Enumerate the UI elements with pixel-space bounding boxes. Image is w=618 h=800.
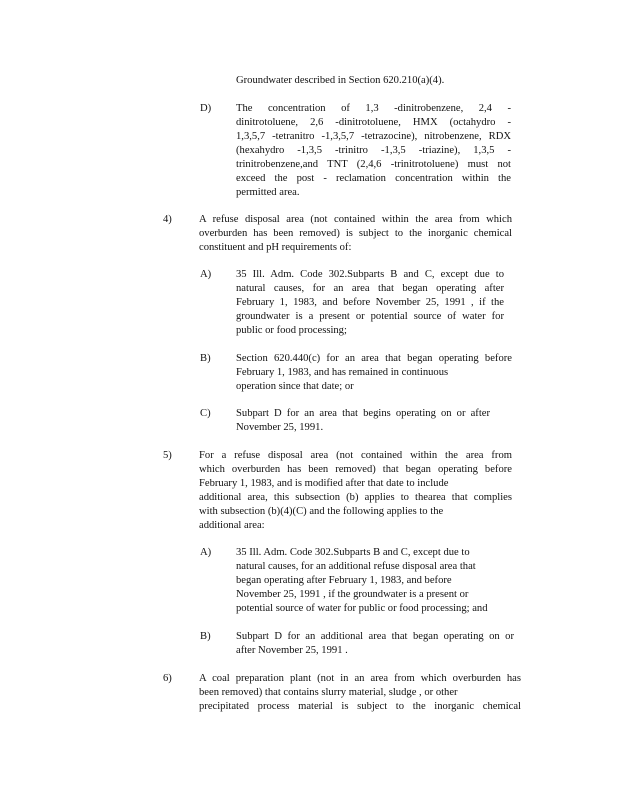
text-line: (hexahydro -1,3,5 -trinitro -1,3,5 -triazine), 1,3,5 -: [236, 145, 511, 156]
text-line: 1,3,5,7 -tetranitro -1,3,5,7 -tetrazocine), nitrobenzene, RDX: [236, 131, 511, 142]
text-line: groundwater is a present or potential source of water for: [236, 311, 504, 322]
text-line: precipitated process material is subject to the inorganic chemical: [199, 701, 521, 712]
item-label-4c: C): [200, 408, 211, 419]
item-d-text: [236, 102, 511, 200]
text-line: November 25, 1991.: [236, 422, 324, 433]
text-line: natural causes, for an area that began operating after: [236, 283, 504, 294]
item-5b-text: [236, 630, 514, 658]
text-line: The concentration of 1,3 -dinitrobenzene, 2,4 -: [236, 103, 511, 114]
item-4c-text: [236, 407, 490, 435]
text-line: public or food processing;: [236, 325, 347, 336]
item-6-text: [199, 672, 521, 714]
item-5a-text: [236, 546, 520, 616]
item-label-4a: A): [200, 269, 212, 280]
item-label-d: D): [200, 103, 212, 114]
text-line: November 25, 1991 , if the groundwater is a present or: [236, 589, 469, 600]
item-label-5b: B): [200, 631, 211, 642]
text-line: 35 Ill. Adm. Code 302.Subparts B and C, except due to: [236, 547, 470, 558]
text-line: constituent and pH requirements of:: [199, 242, 352, 253]
text-line: February 1, 1983, and is modified after that date to include: [199, 478, 449, 489]
text-line: additional area:: [199, 520, 265, 531]
item-label-4: 4): [163, 214, 172, 225]
item-4-text: [199, 213, 512, 255]
text-line: overburden has been removed) is subject to the inorganic chemical: [199, 228, 512, 239]
text-line: operation since that date; or: [236, 381, 354, 392]
text-line: Subpart D for an area that begins operating on or after: [236, 408, 490, 419]
text-line: For a refuse disposal area (not contained within the area from: [199, 450, 512, 461]
text-line: after November 25, 1991 .: [236, 645, 348, 656]
text-line: A coal preparation plant (not in an area from which overburden has: [199, 673, 521, 684]
continuation-line: [236, 74, 444, 88]
item-5-text: [199, 449, 512, 533]
text-line: potential source of water for public or food processing; and: [236, 603, 488, 614]
text-line: February 1, 1983, and before November 25, 1991 , if the: [236, 297, 504, 308]
text-line: Section 620.440(c) for an area that began operating before: [236, 353, 512, 364]
item-label-4b: B): [200, 353, 211, 364]
text-line: began operating after February 1, 1983, and before: [236, 575, 452, 586]
text-line: which overburden has been removed) that began operating before: [199, 464, 512, 475]
text-line: additional area, this subsection (b) applies to thearea that complies: [199, 492, 512, 503]
text-line: A refuse disposal area (not contained within the area from which: [199, 214, 512, 225]
text-line: been removed) that contains slurry material, sludge , or other: [199, 687, 458, 698]
text-line: permitted area.: [236, 187, 300, 198]
text-line: Subpart D for an additional area that began operating on or: [236, 631, 514, 642]
text-line: February 1, 1983, and has remained in continuous: [236, 367, 449, 378]
item-label-5a: A): [200, 547, 212, 558]
item-4a-text: [236, 268, 504, 338]
text-line: exceed the post - reclamation concentration within the: [236, 173, 511, 184]
item-label-5: 5): [163, 450, 172, 461]
text-line: natural causes, for an additional refuse disposal area that: [236, 561, 476, 572]
item-4b-text: [236, 352, 512, 394]
text-line: Groundwater described in Section 620.210(a)(4).: [236, 75, 445, 86]
text-line: with subsection (b)(4)(C) and the following applies to the: [199, 506, 444, 517]
text-line: 35 Ill. Adm. Code 302.Subparts B and C, except due to: [236, 269, 504, 280]
text-line: dinitrotoluene, 2,6 -dinitrotoluene, HMX (octahydro -: [236, 117, 511, 128]
item-label-6: 6): [163, 673, 172, 684]
text-line: trinitrobenzene,and TNT (2,4,6 -trinitrotoluene) must not: [236, 159, 511, 170]
